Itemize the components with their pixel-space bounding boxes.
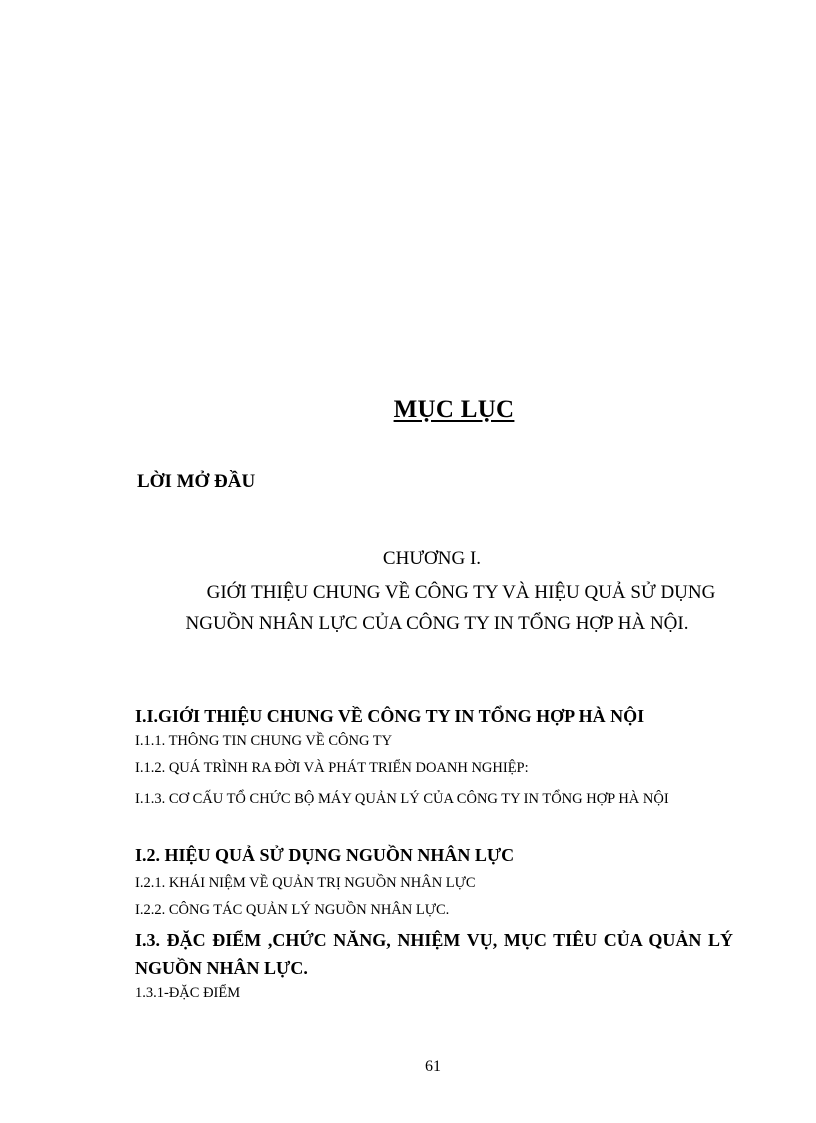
toc-subsection-1-2-1: I.2.1. KHÁI NIỆM VỀ QUẢN TRỊ NGUỒN NHÂN LỰC: [135, 875, 476, 891]
page-number: 61: [425, 1058, 441, 1075]
toc-section-1-3: I.3. ĐẶC ĐIỂM ,CHỨC NĂNG, NHIỆM VỤ, MỤC TIÊU CỦA QUẢN LÝ NGUỒN NHÂN LỰC.: [135, 930, 733, 978]
chapter-title-text: GIỚI THIỆU CHUNG VỀ CÔNG TY VÀ HIỆU QUẢ SỬ DỤNG NGUỒN NHÂN LỰC CỦA CÔNG TY IN TỔNG HỢP HÀ NỘI.: [185, 582, 716, 634]
toc-subsection-1-1-2: I.1.2. QUÁ TRÌNH RA ĐỜI VÀ PHÁT TRIỂN DOANH NGHIỆP:: [135, 760, 529, 776]
toc-subsection-1-2-2: I.2.2. CÔNG TÁC QUẢN LÝ NGUỒN NHÂN LỰC.: [135, 902, 450, 918]
chapter-title: [137, 578, 737, 639]
toc-subsection-1-3-1: 1.3.1-ĐẶC ĐIỂM: [135, 985, 241, 1001]
toc-section-1-2: I.2. HIỆU QUẢ SỬ DỤNG NGUỒN NHÂN LỰC: [135, 845, 515, 865]
toc-section-1-1: I.I.GIỚI THIỆU CHUNG VỀ CÔNG TY IN TỔNG HỢP HÀ NỘI: [135, 706, 645, 726]
toc-subsection-1-1-3: I.1.3. CƠ CẤU TỔ CHỨC BỘ MÁY QUẢN LÝ CỦA CÔNG TY IN TỔNG HỢP HÀ NỘI: [135, 791, 669, 807]
chapter-number: CHƯƠNG I.: [382, 548, 482, 569]
toc-subsection-1-1-1: I.1.1. THÔNG TIN CHUNG VỀ CÔNG TY: [135, 733, 393, 749]
toc-intro-entry: LỜI MỞ ĐẦU: [137, 471, 256, 492]
toc-title: MỤC LỤC: [393, 396, 515, 423]
